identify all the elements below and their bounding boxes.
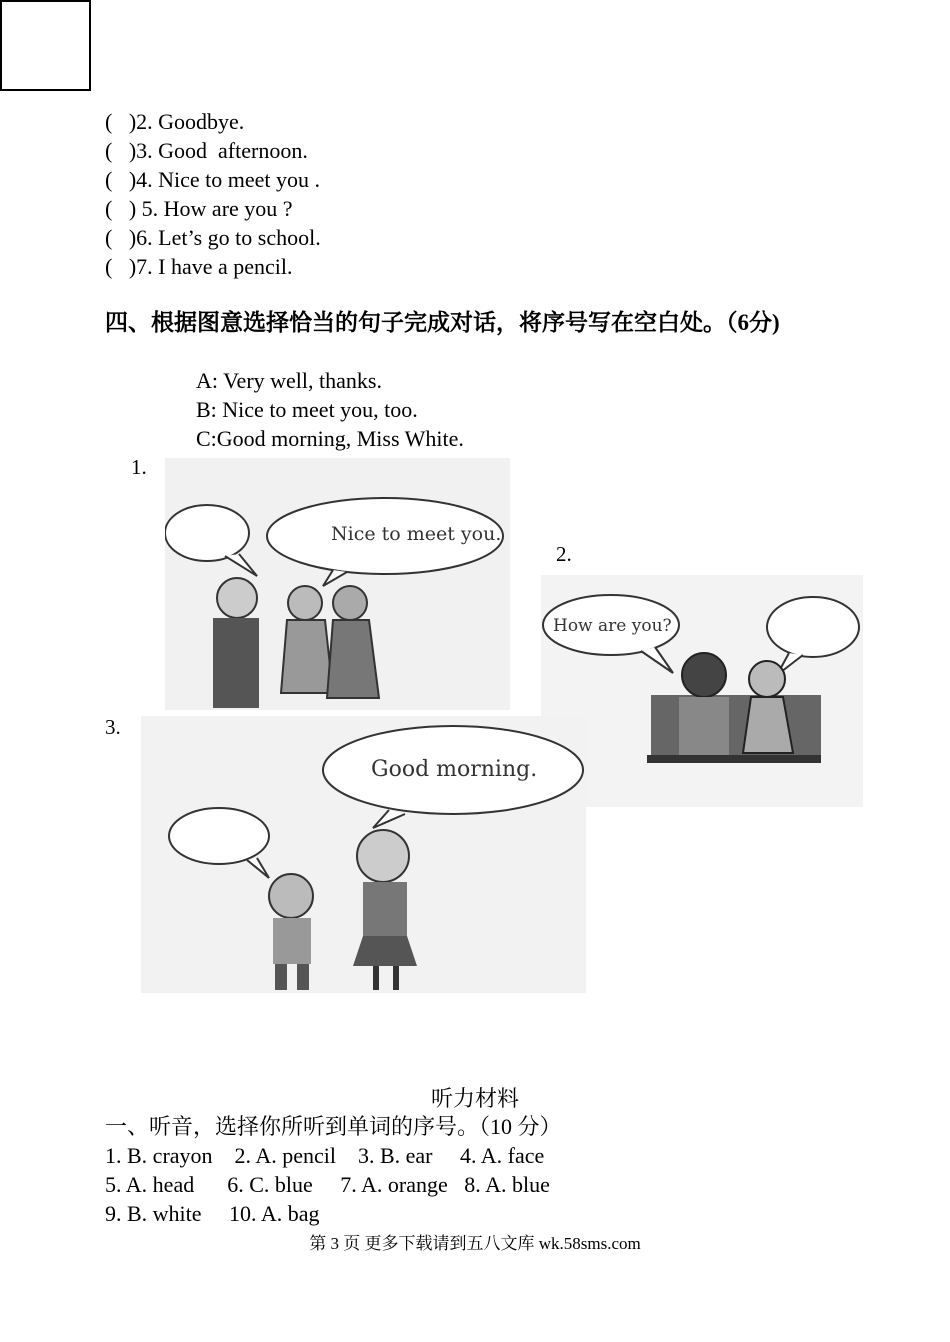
listening-section-heading: 一、听音，选择你所听到单词的序号。（10 分） <box>105 1114 562 1139</box>
bubble-text-nice: Nice to meet you. <box>331 523 502 545</box>
answer-line-2: 5. A. head 6. C. blue 7. A. orange 8. A. blue <box>105 1172 550 1197</box>
picture-3-number: 3. <box>105 715 121 739</box>
option-c: C:Good morning, Miss White. <box>196 426 464 451</box>
picture-1-illustration <box>165 458 510 710</box>
picture-2-number: 2. <box>556 542 572 566</box>
match-item-5: ( ) 5. How are you ? <box>105 196 293 221</box>
picture-3-illustration <box>141 716 586 993</box>
match-item-7: ( )7. I have a pencil. <box>105 254 293 279</box>
picture-1-number: 1. <box>131 455 147 479</box>
match-item-4: ( )4. Nice to meet you . <box>105 167 321 192</box>
answer-line-1: 1. B. crayon 2. A. pencil 3. B. ear 4. A. face <box>105 1143 545 1168</box>
match-item-3: ( )3. Good afternoon. <box>105 138 308 163</box>
listening-title: 听力材料 <box>430 1086 519 1111</box>
page-footer: 第 3 页 更多下载请到五八文库 wk.58sms.com <box>309 1234 641 1253</box>
option-b: B: Nice to meet you, too. <box>196 397 418 422</box>
option-a: A: Very well, thanks. <box>196 368 382 393</box>
picture-2-illustration <box>541 575 863 807</box>
match-item-6: ( )6. Let’s go to school. <box>105 225 321 250</box>
bubble-text-how: How are you? <box>553 616 672 636</box>
corner-box <box>0 0 91 91</box>
section-4-heading: 四、根据图意选择恰当的句子完成对话，将序号写在空白处。（6分) <box>105 310 780 335</box>
bubble-text-good-morning: Good morning. <box>371 757 538 782</box>
answer-line-3: 9. B. white 10. A. bag <box>105 1201 320 1226</box>
match-item-2: ( )2. Goodbye. <box>105 109 245 134</box>
